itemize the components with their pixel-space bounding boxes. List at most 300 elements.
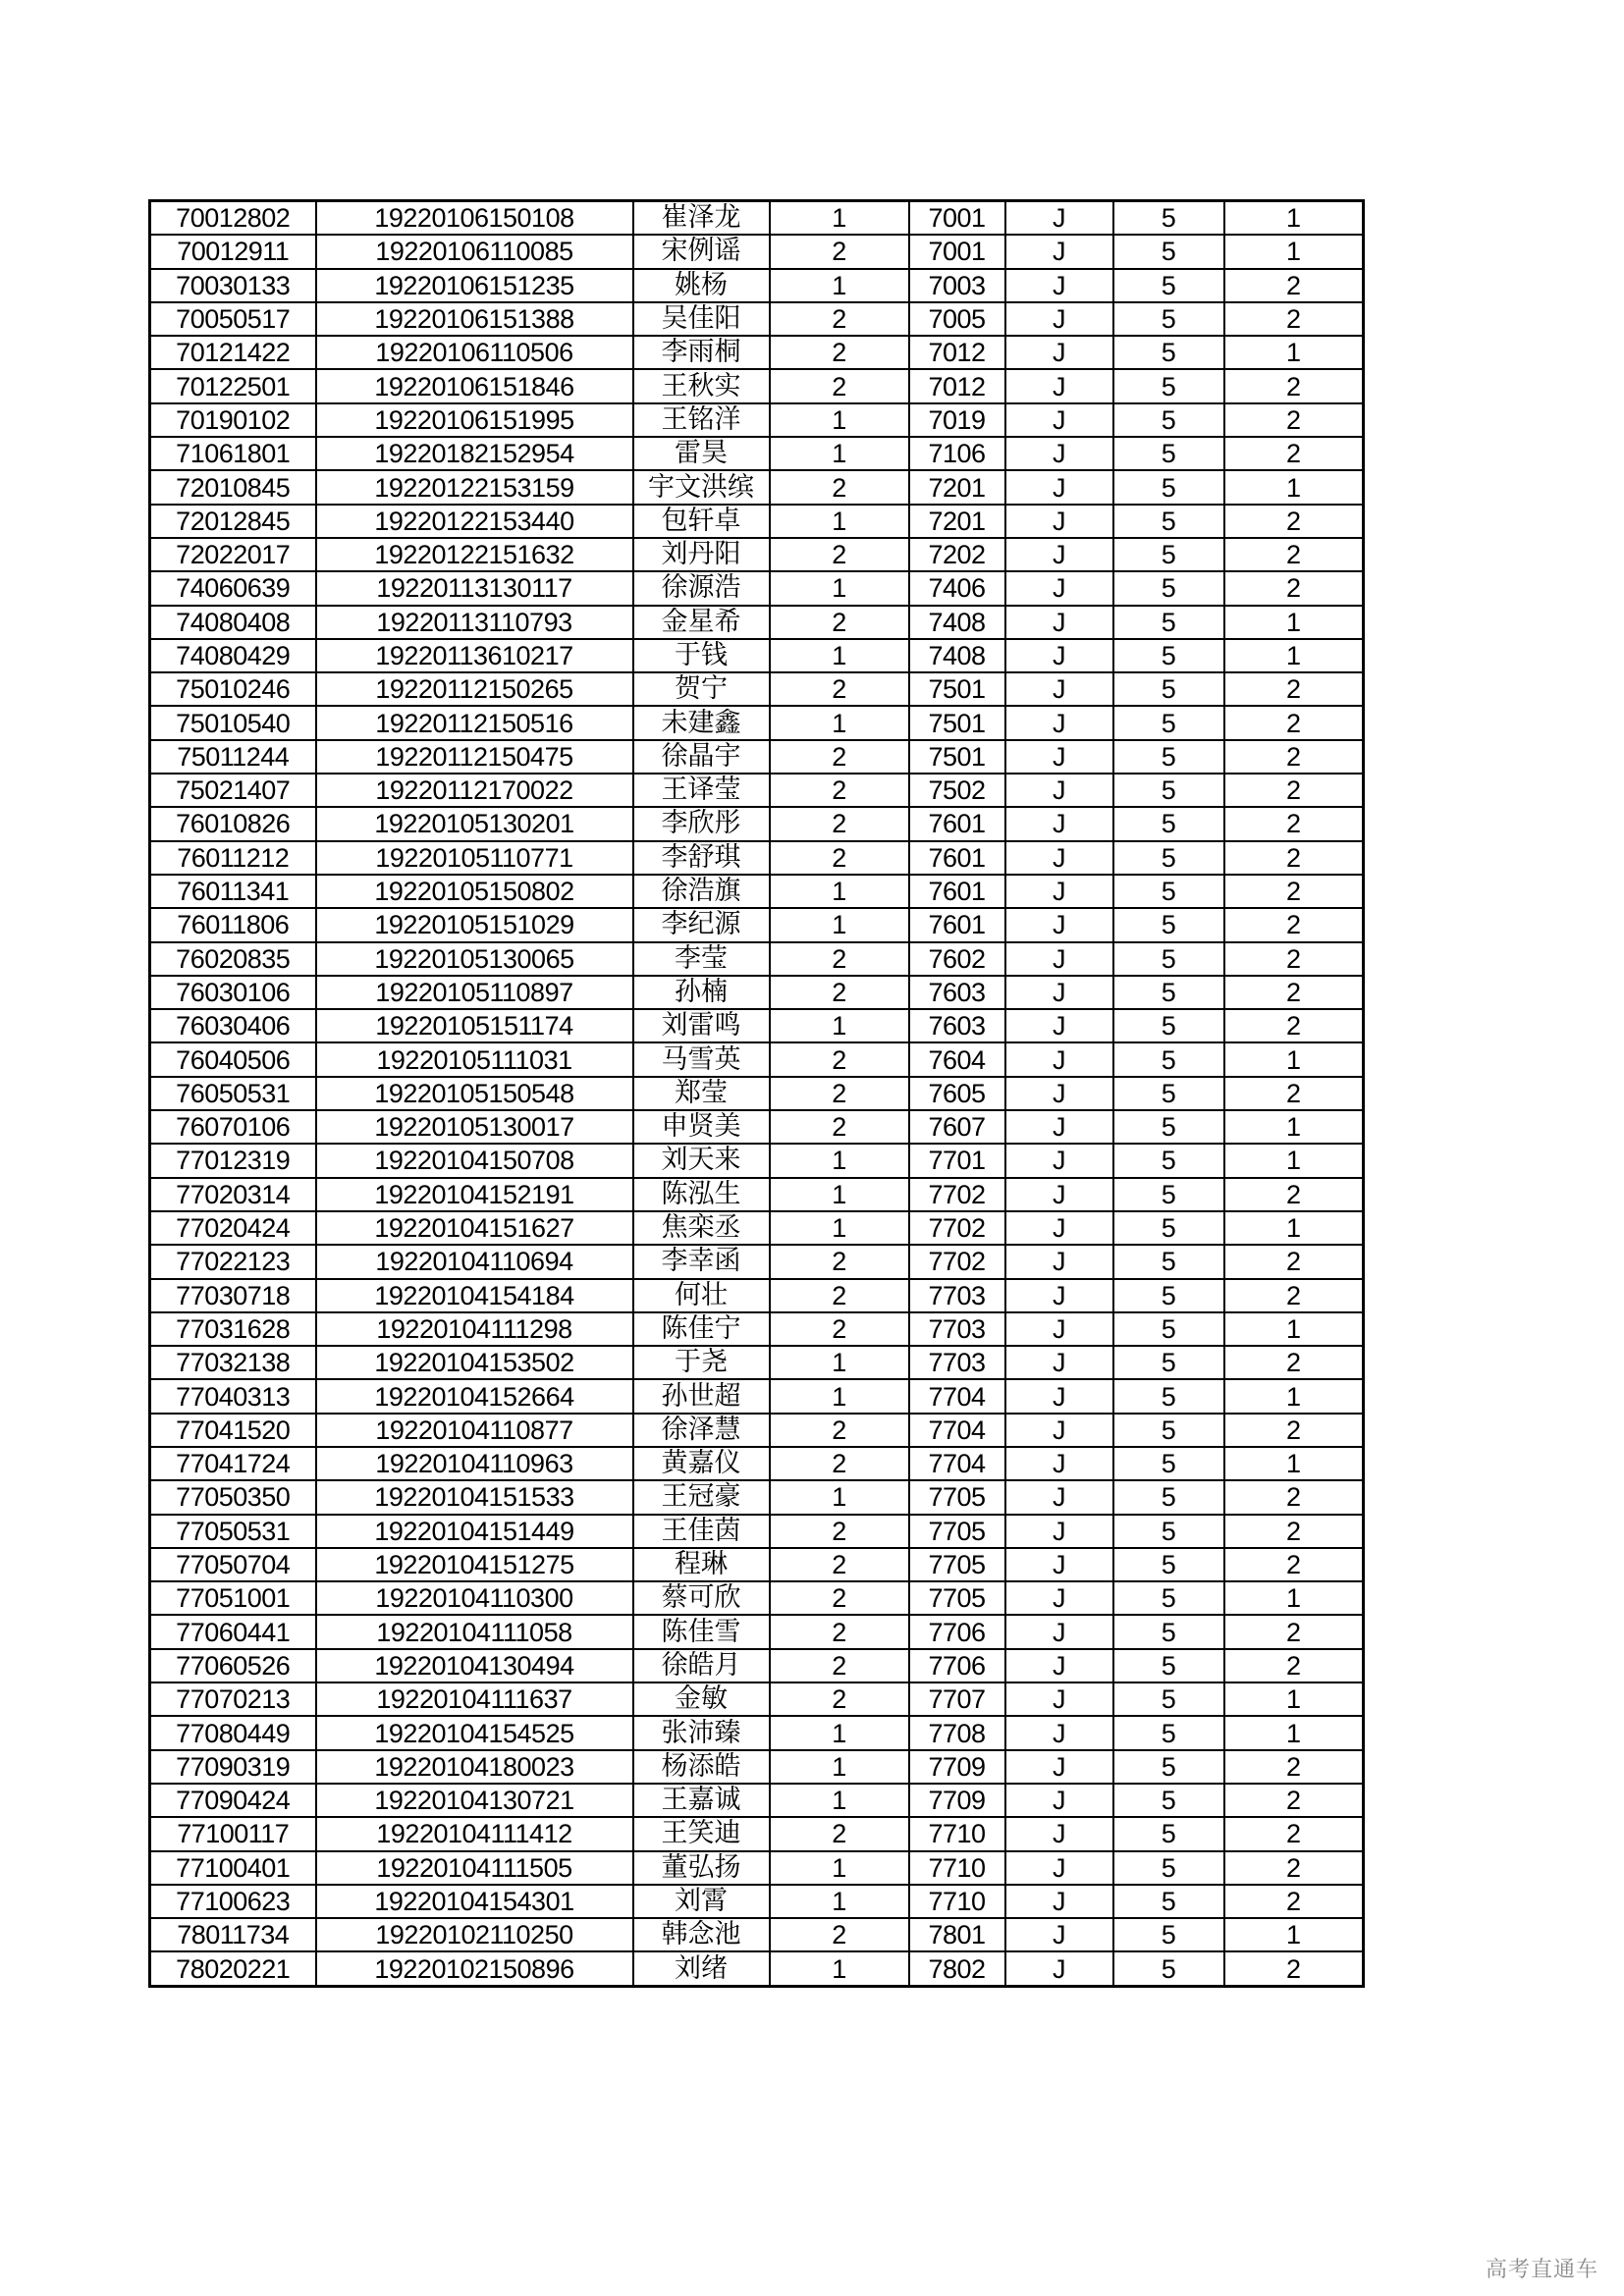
table-row xyxy=(150,1279,1364,1312)
cell-school-code: 7604 xyxy=(909,1042,1005,1076)
cell-school-code: 7202 xyxy=(909,538,1005,571)
cell-value: 5 xyxy=(1113,908,1224,941)
cell-value: 5 xyxy=(1113,369,1224,402)
cell-exam-no: 70121422 xyxy=(150,336,316,369)
cell-exam-no: 76030406 xyxy=(150,1009,316,1042)
cell-value: 5 xyxy=(1113,1885,1224,1918)
cell-candidate-no: 19220104111298 xyxy=(316,1312,633,1346)
cell-value: 5 xyxy=(1113,538,1224,571)
cell-exam-no: 77100623 xyxy=(150,1885,316,1918)
cell-value: 5 xyxy=(1113,740,1224,774)
cell-flag: 2 xyxy=(1224,1615,1364,1648)
cell-name: 孙世超 xyxy=(633,1379,770,1413)
table-row xyxy=(150,1245,1364,1278)
cell-flag: 1 xyxy=(1224,606,1364,639)
student-list-table xyxy=(148,199,1365,1988)
table-row xyxy=(150,1312,1364,1346)
cell-name: 李舒琪 xyxy=(633,841,770,875)
cell-name: 韩念池 xyxy=(633,1918,770,1951)
cell-name: 崔泽龙 xyxy=(633,201,770,236)
cell-candidate-no: 19220105130065 xyxy=(316,942,633,976)
table-row xyxy=(150,1885,1364,1918)
cell-flag: 2 xyxy=(1224,908,1364,941)
cell-value: 5 xyxy=(1113,1447,1224,1480)
cell-school-code: 7705 xyxy=(909,1581,1005,1615)
cell-school-code: 7003 xyxy=(909,269,1005,302)
cell-gender: 2 xyxy=(770,1077,909,1110)
cell-value: 5 xyxy=(1113,1851,1224,1885)
cell-candidate-no: 19220105150548 xyxy=(316,1077,633,1110)
cell-flag: 1 xyxy=(1224,639,1364,672)
cell-flag: 1 xyxy=(1224,470,1364,504)
cell-gender: 1 xyxy=(770,1716,909,1749)
cell-value: 5 xyxy=(1113,235,1224,268)
cell-gender: 1 xyxy=(770,1211,909,1245)
cell-flag: 2 xyxy=(1224,1480,1364,1514)
cell-exam-no: 76050531 xyxy=(150,1077,316,1110)
cell-school-code: 7702 xyxy=(909,1178,1005,1211)
cell-candidate-no: 19220105110771 xyxy=(316,841,633,875)
cell-flag: 2 xyxy=(1224,571,1364,605)
table-row xyxy=(150,235,1364,268)
cell-name: 未建鑫 xyxy=(633,706,770,739)
table-row xyxy=(150,1211,1364,1245)
cell-candidate-no: 19220105151029 xyxy=(316,908,633,941)
cell-flag: 2 xyxy=(1224,807,1364,840)
cell-school-code: 7701 xyxy=(909,1144,1005,1177)
cell-category: J xyxy=(1005,1817,1113,1850)
cell-candidate-no: 19220112170022 xyxy=(316,774,633,807)
cell-school-code: 7706 xyxy=(909,1649,1005,1682)
cell-exam-no: 76010826 xyxy=(150,807,316,840)
cell-candidate-no: 19220105110897 xyxy=(316,976,633,1009)
cell-gender: 1 xyxy=(770,505,909,538)
cell-flag: 2 xyxy=(1224,1515,1364,1548)
cell-category: J xyxy=(1005,606,1113,639)
cell-category: J xyxy=(1005,807,1113,840)
cell-flag: 1 xyxy=(1224,1379,1364,1413)
cell-gender: 2 xyxy=(770,841,909,875)
cell-candidate-no: 19220104130494 xyxy=(316,1649,633,1682)
cell-gender: 2 xyxy=(770,1042,909,1076)
cell-school-code: 7408 xyxy=(909,606,1005,639)
cell-gender: 1 xyxy=(770,1951,909,1986)
cell-exam-no: 77100401 xyxy=(150,1851,316,1885)
cell-gender: 2 xyxy=(770,1279,909,1312)
cell-category: J xyxy=(1005,1951,1113,1986)
cell-flag: 1 xyxy=(1224,1211,1364,1245)
cell-value: 5 xyxy=(1113,437,1224,470)
cell-gender: 2 xyxy=(770,774,909,807)
cell-gender: 2 xyxy=(770,1615,909,1648)
cell-value: 5 xyxy=(1113,505,1224,538)
cell-category: J xyxy=(1005,942,1113,976)
cell-exam-no: 77060526 xyxy=(150,1649,316,1682)
cell-category: J xyxy=(1005,1178,1113,1211)
cell-candidate-no: 19220105130201 xyxy=(316,807,633,840)
cell-name: 李莹 xyxy=(633,942,770,976)
cell-school-code: 7603 xyxy=(909,1009,1005,1042)
cell-exam-no: 70012911 xyxy=(150,235,316,268)
cell-exam-no: 76011341 xyxy=(150,875,316,908)
cell-gender: 1 xyxy=(770,1144,909,1177)
cell-school-code: 7601 xyxy=(909,908,1005,941)
cell-flag: 2 xyxy=(1224,706,1364,739)
cell-candidate-no: 19220106150108 xyxy=(316,201,633,236)
cell-flag: 1 xyxy=(1224,235,1364,268)
cell-category: J xyxy=(1005,639,1113,672)
cell-candidate-no: 19220112150265 xyxy=(316,672,633,706)
cell-name: 于尧 xyxy=(633,1346,770,1379)
cell-flag: 2 xyxy=(1224,1851,1364,1885)
cell-value: 5 xyxy=(1113,1110,1224,1144)
table-row xyxy=(150,1379,1364,1413)
table-row xyxy=(150,1548,1364,1581)
cell-flag: 2 xyxy=(1224,369,1364,402)
cell-flag: 1 xyxy=(1224,1447,1364,1480)
table-row xyxy=(150,706,1364,739)
cell-category: J xyxy=(1005,235,1113,268)
table-row xyxy=(150,1750,1364,1784)
cell-school-code: 7001 xyxy=(909,201,1005,236)
cell-candidate-no: 19220113610217 xyxy=(316,639,633,672)
cell-category: J xyxy=(1005,1750,1113,1784)
cell-name: 何壮 xyxy=(633,1279,770,1312)
cell-exam-no: 77031628 xyxy=(150,1312,316,1346)
cell-school-code: 7607 xyxy=(909,1110,1005,1144)
cell-gender: 2 xyxy=(770,1817,909,1850)
cell-gender: 1 xyxy=(770,403,909,437)
cell-name: 陈佳宁 xyxy=(633,1312,770,1346)
cell-name: 王铭洋 xyxy=(633,403,770,437)
cell-exam-no: 76070106 xyxy=(150,1110,316,1144)
cell-flag: 1 xyxy=(1224,1918,1364,1951)
cell-name: 程琳 xyxy=(633,1548,770,1581)
cell-school-code: 7706 xyxy=(909,1615,1005,1648)
cell-candidate-no: 19220104151627 xyxy=(316,1211,633,1245)
cell-exam-no: 72022017 xyxy=(150,538,316,571)
cell-gender: 1 xyxy=(770,875,909,908)
cell-candidate-no: 19220104110300 xyxy=(316,1581,633,1615)
cell-gender: 1 xyxy=(770,1178,909,1211)
cell-gender: 1 xyxy=(770,1750,909,1784)
cell-value: 5 xyxy=(1113,774,1224,807)
cell-category: J xyxy=(1005,538,1113,571)
cell-flag: 1 xyxy=(1224,1716,1364,1749)
cell-school-code: 7708 xyxy=(909,1716,1005,1749)
cell-school-code: 7019 xyxy=(909,403,1005,437)
cell-school-code: 7709 xyxy=(909,1750,1005,1784)
cell-flag: 2 xyxy=(1224,1414,1364,1447)
cell-flag: 2 xyxy=(1224,1077,1364,1110)
cell-category: J xyxy=(1005,336,1113,369)
cell-value: 5 xyxy=(1113,1784,1224,1817)
cell-candidate-no: 19220105150802 xyxy=(316,875,633,908)
cell-flag: 2 xyxy=(1224,1279,1364,1312)
cell-flag: 1 xyxy=(1224,1144,1364,1177)
cell-category: J xyxy=(1005,1716,1113,1749)
cell-flag: 2 xyxy=(1224,1178,1364,1211)
cell-exam-no: 74060639 xyxy=(150,571,316,605)
cell-exam-no: 76040506 xyxy=(150,1042,316,1076)
cell-exam-no: 70122501 xyxy=(150,369,316,402)
cell-gender: 2 xyxy=(770,807,909,840)
cell-name: 刘天来 xyxy=(633,1144,770,1177)
table-row xyxy=(150,774,1364,807)
cell-school-code: 7012 xyxy=(909,369,1005,402)
cell-category: J xyxy=(1005,740,1113,774)
cell-category: J xyxy=(1005,1649,1113,1682)
cell-flag: 2 xyxy=(1224,1784,1364,1817)
cell-category: J xyxy=(1005,774,1113,807)
cell-category: J xyxy=(1005,1548,1113,1581)
cell-gender: 2 xyxy=(770,1110,909,1144)
cell-name: 焦栾丞 xyxy=(633,1211,770,1245)
cell-flag: 2 xyxy=(1224,538,1364,571)
cell-exam-no: 77050531 xyxy=(150,1515,316,1548)
cell-exam-no: 76011806 xyxy=(150,908,316,941)
table-row xyxy=(150,1515,1364,1548)
table-row xyxy=(150,403,1364,437)
cell-flag: 2 xyxy=(1224,841,1364,875)
cell-category: J xyxy=(1005,201,1113,236)
cell-gender: 1 xyxy=(770,1379,909,1413)
cell-school-code: 7709 xyxy=(909,1784,1005,1817)
cell-gender: 2 xyxy=(770,235,909,268)
cell-candidate-no: 19220104151275 xyxy=(316,1548,633,1581)
cell-exam-no: 77090424 xyxy=(150,1784,316,1817)
cell-flag: 2 xyxy=(1224,1885,1364,1918)
cell-category: J xyxy=(1005,369,1113,402)
table-row xyxy=(150,1447,1364,1480)
cell-school-code: 7406 xyxy=(909,571,1005,605)
cell-name: 徐泽慧 xyxy=(633,1414,770,1447)
table-row xyxy=(150,1784,1364,1817)
cell-candidate-no: 19220104154525 xyxy=(316,1716,633,1749)
cell-value: 5 xyxy=(1113,1144,1224,1177)
cell-flag: 2 xyxy=(1224,505,1364,538)
cell-school-code: 7705 xyxy=(909,1480,1005,1514)
table-row xyxy=(150,807,1364,840)
cell-name: 王译莹 xyxy=(633,774,770,807)
cell-exam-no: 77090319 xyxy=(150,1750,316,1784)
cell-candidate-no: 19220122151632 xyxy=(316,538,633,571)
cell-gender: 2 xyxy=(770,672,909,706)
cell-school-code: 7501 xyxy=(909,706,1005,739)
cell-school-code: 7801 xyxy=(909,1918,1005,1951)
cell-candidate-no: 19220122153159 xyxy=(316,470,633,504)
cell-name: 王秋实 xyxy=(633,369,770,402)
table-row xyxy=(150,1414,1364,1447)
cell-gender: 1 xyxy=(770,706,909,739)
cell-category: J xyxy=(1005,1110,1113,1144)
cell-value: 5 xyxy=(1113,807,1224,840)
table-row xyxy=(150,269,1364,302)
cell-flag: 2 xyxy=(1224,302,1364,336)
cell-candidate-no: 19220105130017 xyxy=(316,1110,633,1144)
cell-exam-no: 77012319 xyxy=(150,1144,316,1177)
cell-exam-no: 74080429 xyxy=(150,639,316,672)
cell-category: J xyxy=(1005,269,1113,302)
cell-flag: 2 xyxy=(1224,437,1364,470)
cell-candidate-no: 19220104152191 xyxy=(316,1178,633,1211)
cell-category: J xyxy=(1005,1851,1113,1885)
table-row xyxy=(150,336,1364,369)
cell-value: 5 xyxy=(1113,1480,1224,1514)
table-row xyxy=(150,1918,1364,1951)
cell-candidate-no: 19220104180023 xyxy=(316,1750,633,1784)
cell-gender: 2 xyxy=(770,369,909,402)
cell-exam-no: 77051001 xyxy=(150,1581,316,1615)
table-row xyxy=(150,505,1364,538)
cell-school-code: 7703 xyxy=(909,1279,1005,1312)
cell-gender: 2 xyxy=(770,538,909,571)
cell-exam-no: 77020424 xyxy=(150,1211,316,1245)
watermark: 高考直通车 xyxy=(1485,2258,1598,2282)
cell-gender: 1 xyxy=(770,1480,909,1514)
cell-category: J xyxy=(1005,1480,1113,1514)
cell-school-code: 7605 xyxy=(909,1077,1005,1110)
cell-candidate-no: 19220104111058 xyxy=(316,1615,633,1648)
cell-value: 5 xyxy=(1113,639,1224,672)
cell-category: J xyxy=(1005,1918,1113,1951)
cell-exam-no: 70012802 xyxy=(150,201,316,236)
cell-school-code: 7710 xyxy=(909,1817,1005,1850)
cell-name: 刘丹阳 xyxy=(633,538,770,571)
table-row xyxy=(150,740,1364,774)
cell-school-code: 7703 xyxy=(909,1312,1005,1346)
table-row xyxy=(150,1682,1364,1716)
cell-exam-no: 77080449 xyxy=(150,1716,316,1749)
cell-name: 王佳茵 xyxy=(633,1515,770,1548)
cell-exam-no: 77041520 xyxy=(150,1414,316,1447)
cell-school-code: 7106 xyxy=(909,437,1005,470)
cell-name: 李雨桐 xyxy=(633,336,770,369)
cell-name: 徐源浩 xyxy=(633,571,770,605)
cell-value: 5 xyxy=(1113,672,1224,706)
cell-exam-no: 77041724 xyxy=(150,1447,316,1480)
cell-category: J xyxy=(1005,437,1113,470)
cell-name: 包轩卓 xyxy=(633,505,770,538)
cell-candidate-no: 19220104110963 xyxy=(316,1447,633,1480)
table-row xyxy=(150,1951,1364,1986)
cell-candidate-no: 19220104110877 xyxy=(316,1414,633,1447)
cell-value: 5 xyxy=(1113,571,1224,605)
cell-school-code: 7602 xyxy=(909,942,1005,976)
cell-name: 雷昊 xyxy=(633,437,770,470)
table-row xyxy=(150,369,1364,402)
cell-value: 5 xyxy=(1113,1682,1224,1716)
table-row xyxy=(150,1077,1364,1110)
table-row xyxy=(150,571,1364,605)
cell-value: 5 xyxy=(1113,302,1224,336)
cell-candidate-no: 19220106151235 xyxy=(316,269,633,302)
cell-name: 刘霄 xyxy=(633,1885,770,1918)
cell-exam-no: 77050704 xyxy=(150,1548,316,1581)
table-row xyxy=(150,1581,1364,1615)
cell-school-code: 7705 xyxy=(909,1548,1005,1581)
cell-value: 5 xyxy=(1113,1951,1224,1986)
cell-flag: 1 xyxy=(1224,1312,1364,1346)
table-row xyxy=(150,1716,1364,1749)
cell-gender: 2 xyxy=(770,1447,909,1480)
cell-name: 王笑迪 xyxy=(633,1817,770,1850)
table-row xyxy=(150,1851,1364,1885)
cell-category: J xyxy=(1005,672,1113,706)
cell-name: 李欣彤 xyxy=(633,807,770,840)
cell-flag: 2 xyxy=(1224,1750,1364,1784)
cell-candidate-no: 19220106151846 xyxy=(316,369,633,402)
cell-candidate-no: 19220104110694 xyxy=(316,1245,633,1278)
cell-candidate-no: 19220104154184 xyxy=(316,1279,633,1312)
cell-category: J xyxy=(1005,1615,1113,1648)
cell-name: 李纪源 xyxy=(633,908,770,941)
cell-candidate-no: 19220182152954 xyxy=(316,437,633,470)
cell-value: 5 xyxy=(1113,1279,1224,1312)
cell-candidate-no: 19220104150708 xyxy=(316,1144,633,1177)
cell-category: J xyxy=(1005,1245,1113,1278)
table-row xyxy=(150,672,1364,706)
cell-value: 5 xyxy=(1113,875,1224,908)
cell-gender: 1 xyxy=(770,1009,909,1042)
cell-category: J xyxy=(1005,1346,1113,1379)
cell-candidate-no: 19220104111505 xyxy=(316,1851,633,1885)
cell-gender: 1 xyxy=(770,437,909,470)
cell-name: 马雪英 xyxy=(633,1042,770,1076)
cell-name: 孙楠 xyxy=(633,976,770,1009)
cell-value: 5 xyxy=(1113,1414,1224,1447)
cell-name: 李幸函 xyxy=(633,1245,770,1278)
cell-school-code: 7601 xyxy=(909,875,1005,908)
cell-value: 5 xyxy=(1113,201,1224,236)
cell-name: 陈佳雪 xyxy=(633,1615,770,1648)
cell-school-code: 7705 xyxy=(909,1515,1005,1548)
cell-gender: 2 xyxy=(770,1548,909,1581)
cell-school-code: 7707 xyxy=(909,1682,1005,1716)
cell-school-code: 7601 xyxy=(909,807,1005,840)
cell-exam-no: 71061801 xyxy=(150,437,316,470)
table-row xyxy=(150,302,1364,336)
cell-candidate-no: 19220104130721 xyxy=(316,1784,633,1817)
cell-name: 王嘉诚 xyxy=(633,1784,770,1817)
cell-candidate-no: 19220104152664 xyxy=(316,1379,633,1413)
cell-value: 5 xyxy=(1113,1716,1224,1749)
cell-name: 刘绪 xyxy=(633,1951,770,1986)
cell-name: 陈泓生 xyxy=(633,1178,770,1211)
cell-name: 徐皓月 xyxy=(633,1649,770,1682)
cell-category: J xyxy=(1005,403,1113,437)
cell-name: 申贤美 xyxy=(633,1110,770,1144)
cell-gender: 1 xyxy=(770,908,909,941)
cell-category: J xyxy=(1005,470,1113,504)
cell-flag: 1 xyxy=(1224,1581,1364,1615)
cell-exam-no: 77040313 xyxy=(150,1379,316,1413)
cell-candidate-no: 19220104154301 xyxy=(316,1885,633,1918)
cell-value: 5 xyxy=(1113,1379,1224,1413)
cell-gender: 1 xyxy=(770,1784,909,1817)
table-row xyxy=(150,1346,1364,1379)
cell-name: 金星希 xyxy=(633,606,770,639)
cell-value: 5 xyxy=(1113,403,1224,437)
cell-exam-no: 76011212 xyxy=(150,841,316,875)
cell-flag: 1 xyxy=(1224,336,1364,369)
table-body xyxy=(150,201,1364,1987)
cell-exam-no: 78020221 xyxy=(150,1951,316,1986)
cell-gender: 2 xyxy=(770,470,909,504)
cell-category: J xyxy=(1005,1379,1113,1413)
cell-value: 5 xyxy=(1113,1009,1224,1042)
cell-flag: 2 xyxy=(1224,1548,1364,1581)
